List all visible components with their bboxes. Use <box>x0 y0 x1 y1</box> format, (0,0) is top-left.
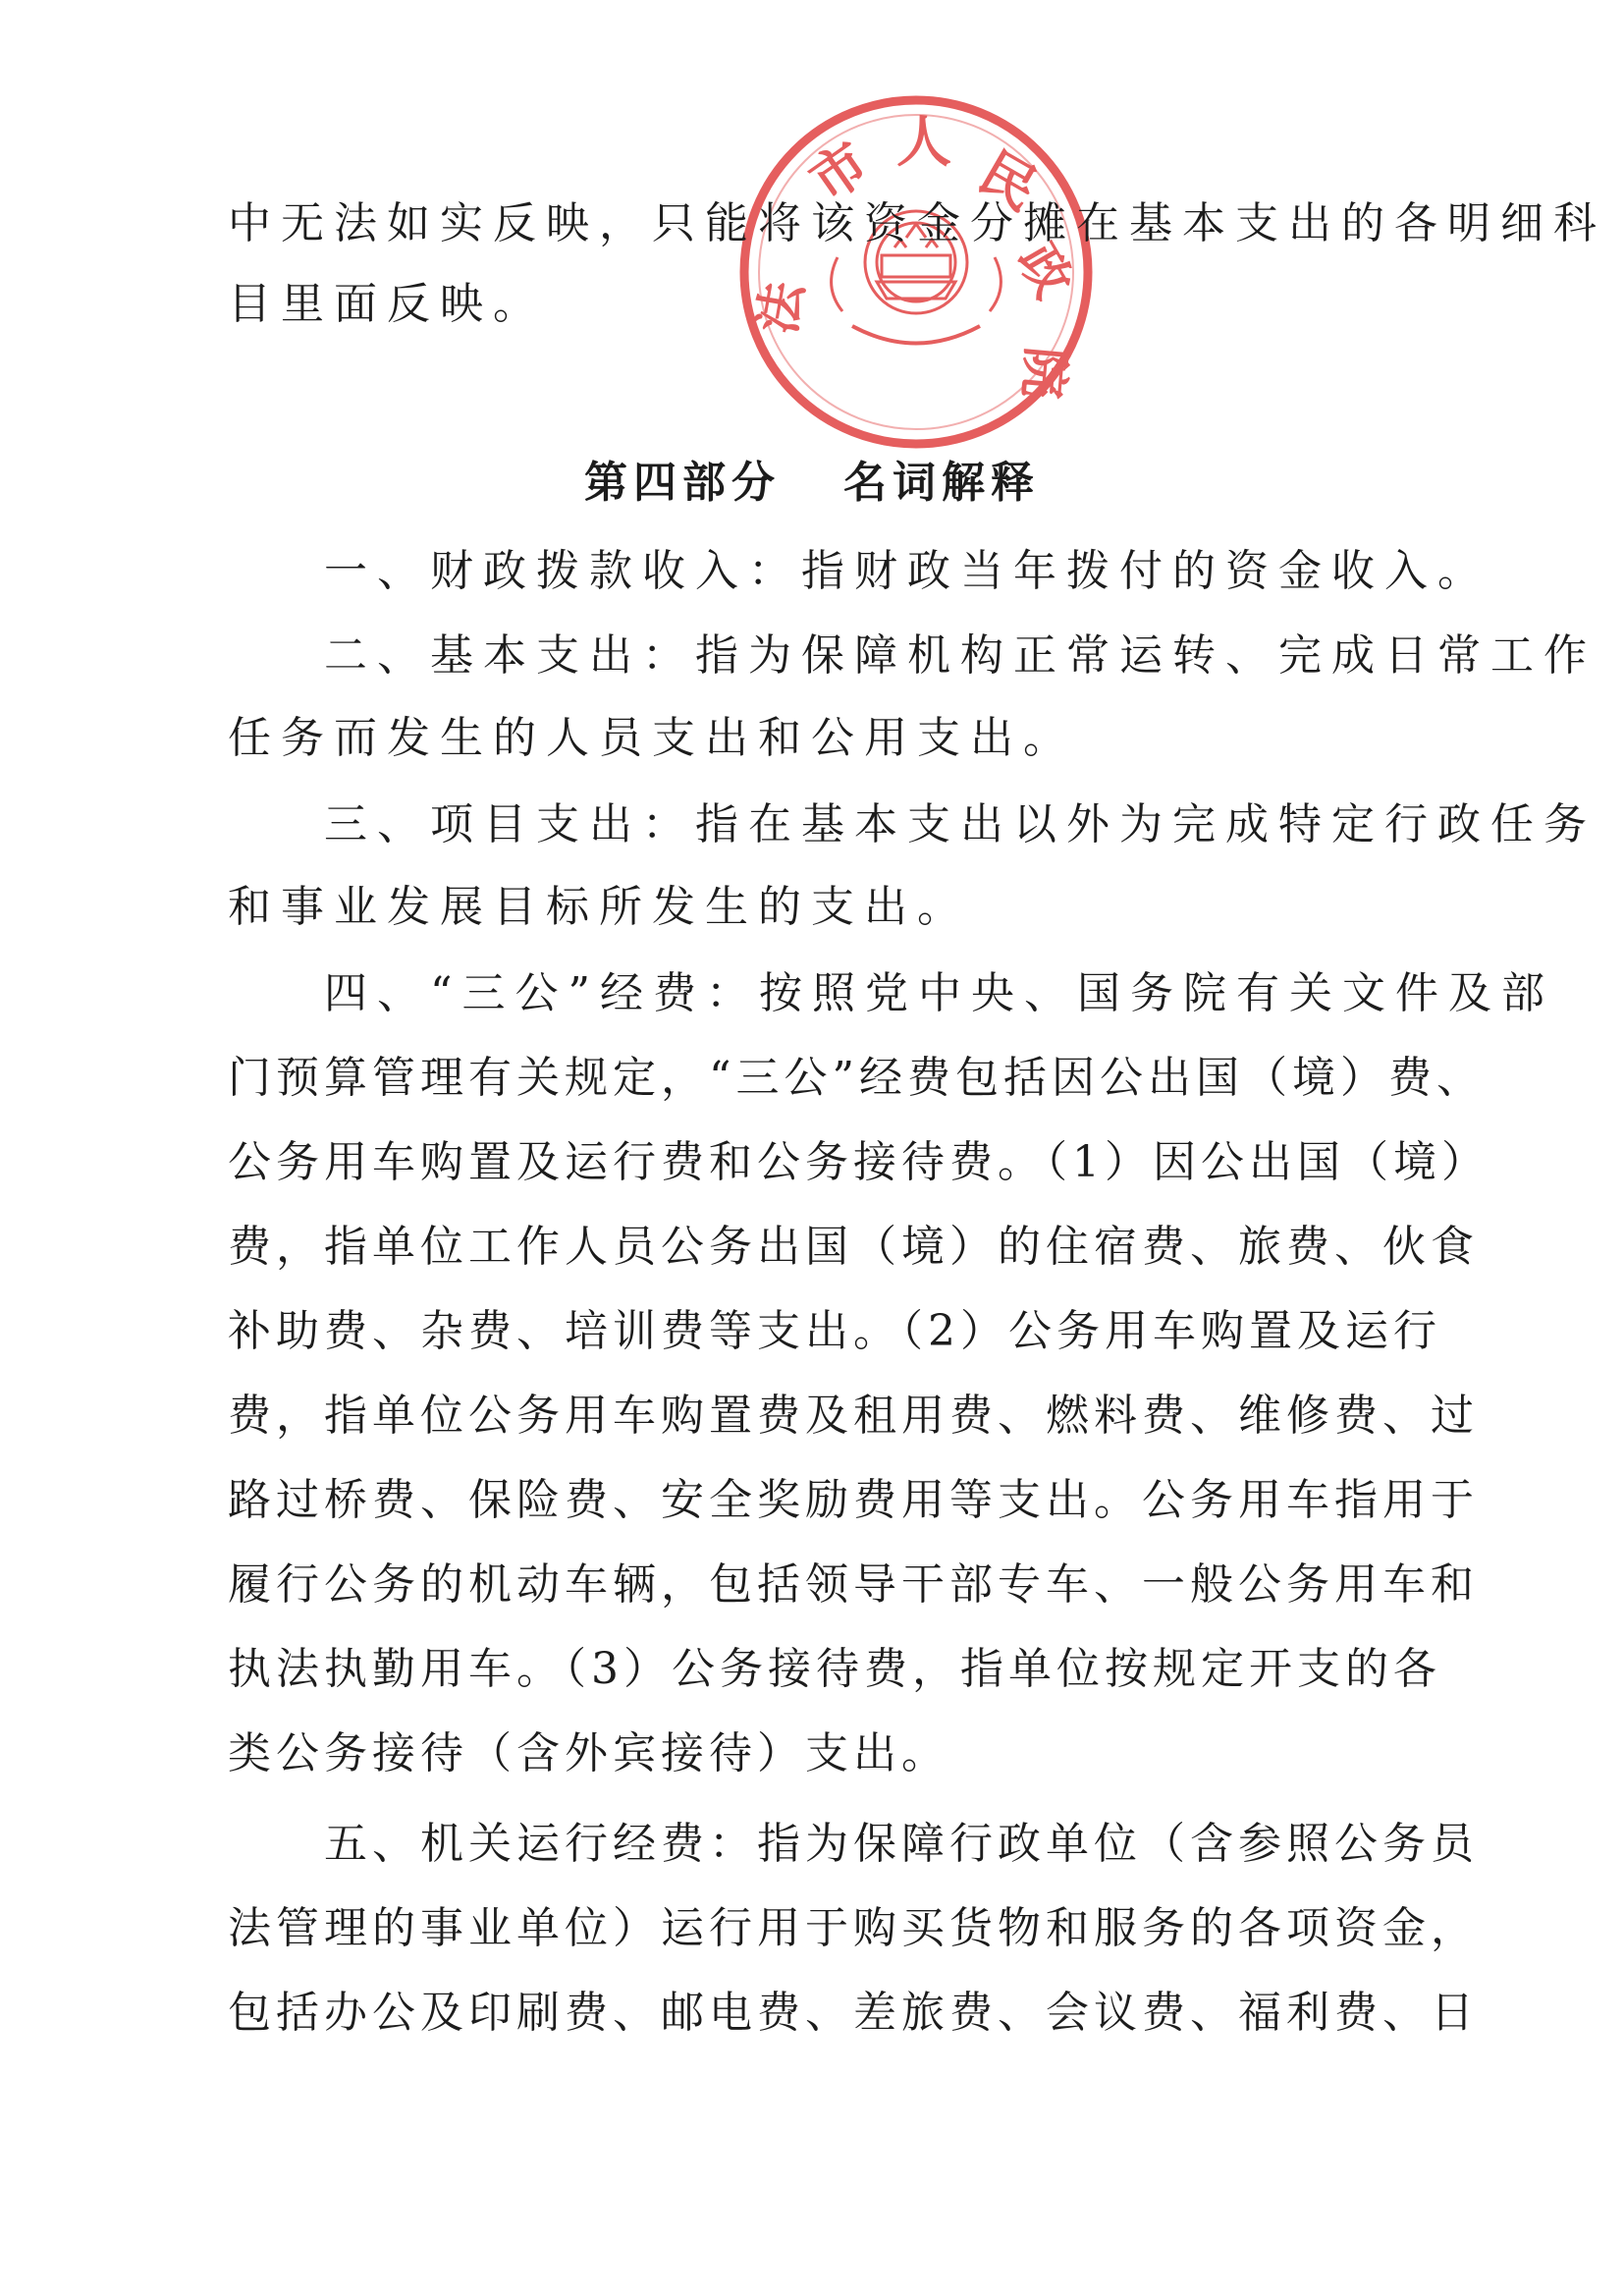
item-4-line-7: 路过桥费、保险费、安全奖励费用等支出。公务用车指用于 <box>228 1475 1479 1525</box>
item-4-line-5: 补助费、杂费、培训费等支出。（2）公务用车购置及运行 <box>228 1306 1441 1356</box>
item-4-line-2: 门预算管理有关规定，“三公”经费包括因公出国（境）费、 <box>228 1053 1485 1103</box>
svg-text:政: 政 <box>1005 234 1083 308</box>
item-3-line-2: 和事业发展目标所发生的支出。 <box>228 882 970 932</box>
svg-text:人: 人 <box>896 111 951 175</box>
section-heading <box>0 454 1624 513</box>
item-4-line-3: 公务用车购置及运行费和公务接待费。（1）因公出国（境） <box>228 1137 1489 1187</box>
heading-title: 名词解释 <box>843 458 1040 508</box>
svg-text:院: 院 <box>1011 344 1075 401</box>
item-5-line-3: 包括办公及印刷费、邮电费、差旅费、会议费、福利费、日 <box>228 1988 1479 2038</box>
official-seal <box>734 90 1098 454</box>
item-1-line-1: 一、财政拨款收入：指财政当年拨付的资金收入。 <box>324 546 1490 596</box>
body-line-top-2: 目里面反映。 <box>228 279 546 329</box>
body-line-top-1: 中无法如实反映，只能将该资金分摊在基本支出的各明细科 <box>228 198 1606 248</box>
item-2-line-1: 二、基本支出：指为保障机构正常运转、完成日常工作 <box>324 630 1597 681</box>
item-4-line-10: 类公务接待（含外宾接待）支出。 <box>228 1728 949 1778</box>
item-4-line-9: 执法执勤用车。（3）公务接待费，指单位按规定开支的各 <box>228 1644 1441 1694</box>
item-3-line-1: 三、项目支出：指在基本支出以外为完成特定行政任务 <box>324 799 1597 849</box>
svg-text:法: 法 <box>747 277 815 339</box>
item-5-line-2: 法管理的事业单位）运行用于购买货物和服务的各项资金， <box>228 1903 1479 1953</box>
item-2-line-2: 任务而发生的人员支出和公用支出。 <box>228 713 1076 763</box>
item-4-line-1: 四、“三公”经费：按照党中央、国务院有关文件及部 <box>324 968 1554 1018</box>
item-4-line-6: 费，指单位公务用车购置费及租用费、燃料费、维修费、过 <box>228 1391 1479 1441</box>
item-5-line-1: 五、机关运行经费：指为保障行政单位（含参照公务员 <box>324 1819 1479 1869</box>
heading-part: 第四部分 <box>584 458 781 508</box>
seal-graphic <box>734 90 1098 454</box>
svg-text:市: 市 <box>798 131 881 215</box>
svg-text:民: 民 <box>968 139 1048 224</box>
item-4-line-4: 费，指单位工作人员公务出国（境）的住宿费、旅费、伙食 <box>228 1222 1479 1272</box>
item-4-line-8: 履行公务的机动车辆，包括领导干部专车、一般公务用车和 <box>228 1559 1479 1610</box>
